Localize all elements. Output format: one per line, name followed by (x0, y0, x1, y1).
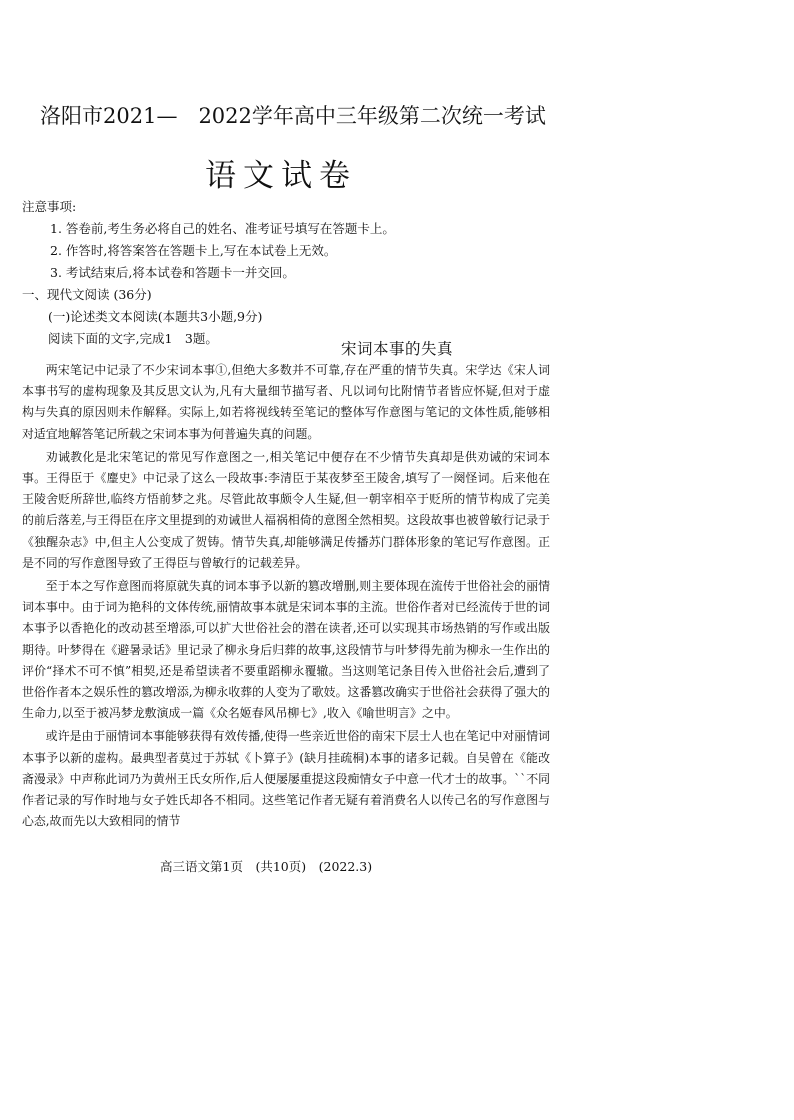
passage-paragraph: 或许是由于丽情词本事能够获得有效传播,使得一些亲近世俗的南宋下层士人也在笔记中对丽情词本事予以新的虚构。最典型者莫过于苏轼《卜算子》(缺月挂疏桐)本事的诸多记载。自吴曾在《能改斋漫录》中声称此词乃为黄州王氏女所作,后人便屡屡重提这段痴情女子中意一代才士的故事。``不同作者记录的写作时地与女子姓氏却各不相同。这些笔记作者无疑有着消费名人以传己名的写作意图与心态,故而先以大致相同的情节 (22, 729, 550, 829)
exam-name: 洛阳市2021— 2022学年高中三年级第二次统一考试 (40, 104, 546, 128)
passage-paragraph: 两宋笔记中记录了不少宋词本事①,但绝大多数并不可靠,存在严重的情节失真。宋学达《宋人词本事书写的虚构现象及其反思文认为,凡有大量细节描写者、凡以词句比附情节者皆应怀疑,但对于虚构与失真的原因则未作解释。实际上,如若将视线转至笔记的整体写作意图与笔记的文体性质,能够相对适宜地解答笔记所载之宋词本事为何普遍失真的问题。 (22, 363, 550, 441)
subject-title: 语文试卷 (205, 158, 357, 194)
section-title: 一、现代文阅读 (36分) (22, 287, 152, 302)
passage-body (22, 360, 550, 834)
notice-item: 3. 考试结束后,将本试卷和答题卡一并交回。 (50, 265, 295, 280)
reading-instruction: 阅读下面的文字,完成1 3题。 (48, 331, 218, 346)
notice-heading: 注意事项: (22, 199, 77, 214)
subsection-title: (一)论述类文本阅读(本题共3小题,9分) (48, 309, 263, 324)
notice-item: 2. 作答时,将答案答在答题卡上,写在本试卷上无效。 (50, 243, 337, 258)
passage-title: 宋词本事的失真 (340, 340, 453, 358)
notice-item: 1. 答卷前,考生务必将自己的姓名、准考证号填写在答题卡上。 (50, 221, 395, 236)
instructions-block (22, 196, 772, 350)
page-footer: 高三语文第1页 (共10页) (2022.3) (160, 859, 373, 874)
passage-paragraph: 至于本之写作意图而将原就失真的词本事予以新的篡改增删,则主要体现在流传于世俗社会的丽情词本事中。由于词为艳科的文体传统,丽情故事本就是宋词本事的主流。世俗作者对已经流传于世的词本事予以香艳化的改动甚至增添,可以扩大世俗社会的潜在读者,还可以实现其市场热销的写作或出版期待。叶梦得在《避暑录话》里记录了柳永身后归葬的故事,这段情节与叶梦得先前为柳永一生作出的评价“择术不可不慎”相契,还是希望读者不要重蹈柳永覆辙。当这则笔记条目传入世俗社会后,遭到了世俗作者本之娱乐性的篡改增添,为柳永收葬的人变为了歌妓。这番篡改确实于世俗社会获得了强大的生命力,以至于被冯梦龙敷演成一篇《众名姬春风吊柳七》,收入《喻世明言》之中。 (22, 579, 550, 721)
passage-paragraph: 劝诫教化是北宋笔记的常见写作意图之一,相关笔记中便存在不少情节失真却是供劝诫的宋词本事。王得臣于《麈史》中记录了这么一段故事:李清臣于某夜梦至王陵舍,填写了一阕怪词。后来他在王陵舍贬所辞世,临终方悟前梦之兆。尽管此故事颇令人生疑,但一朝宰相卒于贬所的情节构成了完美的前后落差,与王得臣在序文里提到的劝诫世人福祸相倚的意图全然相契。这段故事也被曾敏行记录于《独醒杂志》中,但主人公变成了贺铸。情节失真,却能够满足传播苏门群体形象的笔记写作意图。正是不同的写作意图导致了王得臣与曾敏行的记载差异。 (22, 449, 550, 570)
